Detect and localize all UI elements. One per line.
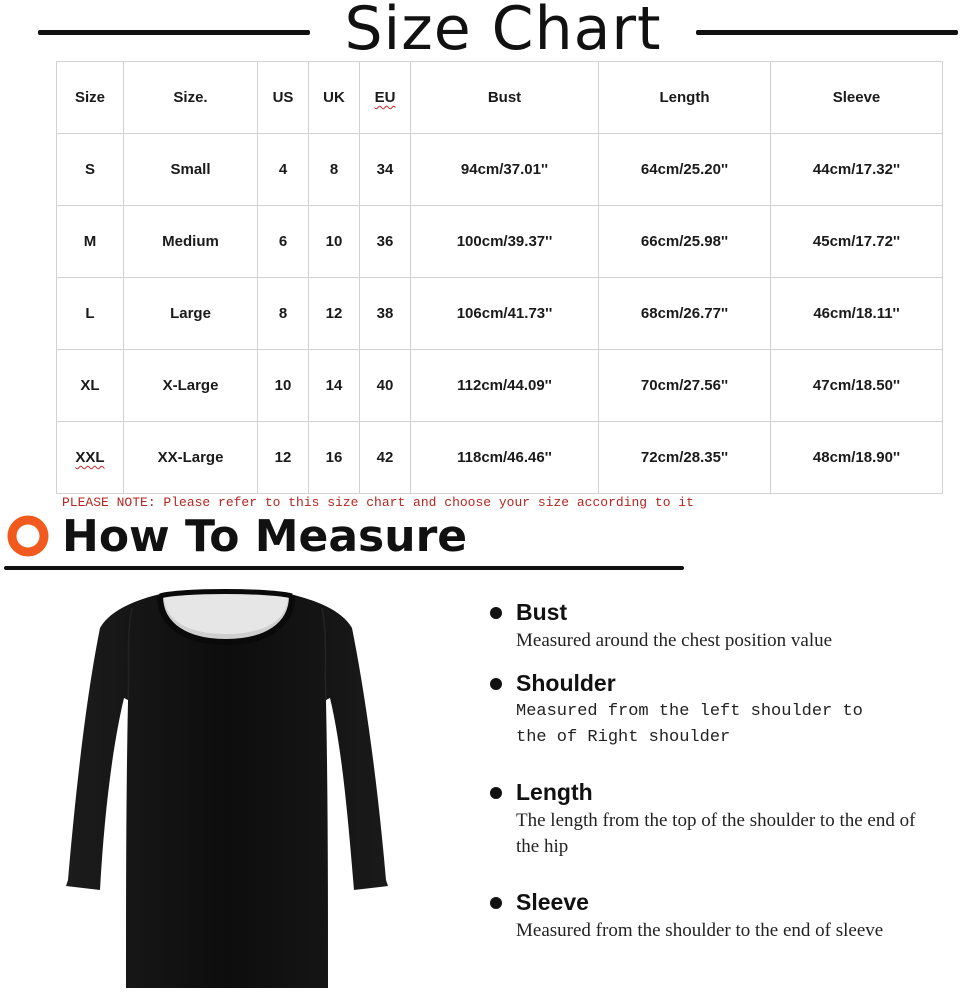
table-header xyxy=(360,62,411,134)
table-cell: 94cm/37.01'' xyxy=(411,134,599,206)
table-cell: XL xyxy=(57,350,124,422)
table-header: Size. xyxy=(124,62,258,134)
table-cell: 42 xyxy=(360,422,411,494)
tshirt-image xyxy=(60,588,390,990)
measure-description: Measured from the left shoulder to the of Right shoulder xyxy=(516,702,863,747)
table-cell: XX-Large xyxy=(124,422,258,494)
table-cell: Medium xyxy=(124,206,258,278)
table-cell: 66cm/25.98'' xyxy=(599,206,771,278)
table-cell: 106cm/41.73'' xyxy=(411,278,599,350)
measure-label-text: Bust xyxy=(516,599,568,625)
table-cell: 68cm/26.77'' xyxy=(599,278,771,350)
table-cell xyxy=(57,422,124,494)
table-cell: 36 xyxy=(360,206,411,278)
measure-label-text: Sleeve xyxy=(516,889,589,915)
measure-item-shoulder xyxy=(488,669,948,751)
table-cell: 100cm/39.37'' xyxy=(411,206,599,278)
table-row xyxy=(57,206,943,278)
measure-description: Measured from the shoulder to the end of sleeve xyxy=(516,920,884,941)
table-header: US xyxy=(258,62,309,134)
table-cell: 12 xyxy=(309,278,360,350)
table-cell: 46cm/18.11'' xyxy=(771,278,943,350)
table-header-row xyxy=(57,62,943,134)
table-cell: 10 xyxy=(258,350,309,422)
table-header: Length xyxy=(599,62,771,134)
table-cell: 6 xyxy=(258,206,309,278)
size-table xyxy=(56,61,943,494)
table-cell: 16 xyxy=(309,422,360,494)
table-cell: Small xyxy=(124,134,258,206)
size-chart-header xyxy=(0,0,964,64)
bullet-icon xyxy=(490,678,502,690)
table-cell: 12 xyxy=(258,422,309,494)
table-header: Bust xyxy=(411,62,599,134)
table-cell: 8 xyxy=(258,278,309,350)
measure-label xyxy=(488,669,948,697)
table-cell: X-Large xyxy=(124,350,258,422)
table-row xyxy=(57,350,943,422)
measure-item-sleeve xyxy=(488,888,948,944)
table-cell: 72cm/28.35'' xyxy=(599,422,771,494)
bullet-icon xyxy=(490,787,502,799)
table-row xyxy=(57,422,943,494)
measure-item-bust xyxy=(488,598,948,654)
table-cell: M xyxy=(57,206,124,278)
table-cell: 70cm/27.56'' xyxy=(599,350,771,422)
measure-label-text: Length xyxy=(516,779,593,805)
table-cell: 47cm/18.50'' xyxy=(771,350,943,422)
table-cell: S xyxy=(57,134,124,206)
measure-description: Measured around the chest position value xyxy=(516,630,833,651)
bullet-icon xyxy=(490,897,502,909)
page-title: Size Chart xyxy=(344,0,662,64)
measure-description: The length from the top of the shoulder to the end of the hip xyxy=(516,810,916,857)
table-row xyxy=(57,134,943,206)
table-cell: 44cm/17.32'' xyxy=(771,134,943,206)
table-cell: L xyxy=(57,278,124,350)
measure-label xyxy=(488,888,948,916)
measure-label xyxy=(488,778,948,806)
table-cell: 14 xyxy=(309,350,360,422)
table-row xyxy=(57,278,943,350)
size-note: PLEASE NOTE: Please refer to this size chart and choose your size according to it xyxy=(62,495,694,510)
table-cell: 45cm/17.72'' xyxy=(771,206,943,278)
title-rule-left xyxy=(38,30,310,35)
title-rule-right xyxy=(696,30,958,35)
how-to-measure-rule xyxy=(4,566,684,570)
table-cell: Large xyxy=(124,278,258,350)
table-header-text: EU xyxy=(374,89,396,106)
table-cell-text: XXL xyxy=(75,449,105,466)
table-cell: 10 xyxy=(309,206,360,278)
table-cell: 64cm/25.20'' xyxy=(599,134,771,206)
table-cell: 40 xyxy=(360,350,411,422)
table-cell: 48cm/18.90'' xyxy=(771,422,943,494)
table-cell: 4 xyxy=(258,134,309,206)
table-header: Size xyxy=(57,62,124,134)
measure-label-text: Shoulder xyxy=(516,670,616,696)
table-cell: 118cm/46.46'' xyxy=(411,422,599,494)
ring-bullet-icon xyxy=(6,514,50,558)
bullet-icon xyxy=(490,607,502,619)
measure-item-length xyxy=(488,778,948,860)
how-to-measure-title: How To Measure xyxy=(62,511,468,562)
table-cell: 112cm/44.09'' xyxy=(411,350,599,422)
table-cell: 38 xyxy=(360,278,411,350)
table-cell: 8 xyxy=(309,134,360,206)
table-header: UK xyxy=(309,62,360,134)
table-cell: 34 xyxy=(360,134,411,206)
table-header: Sleeve xyxy=(771,62,943,134)
measure-label xyxy=(488,598,948,626)
